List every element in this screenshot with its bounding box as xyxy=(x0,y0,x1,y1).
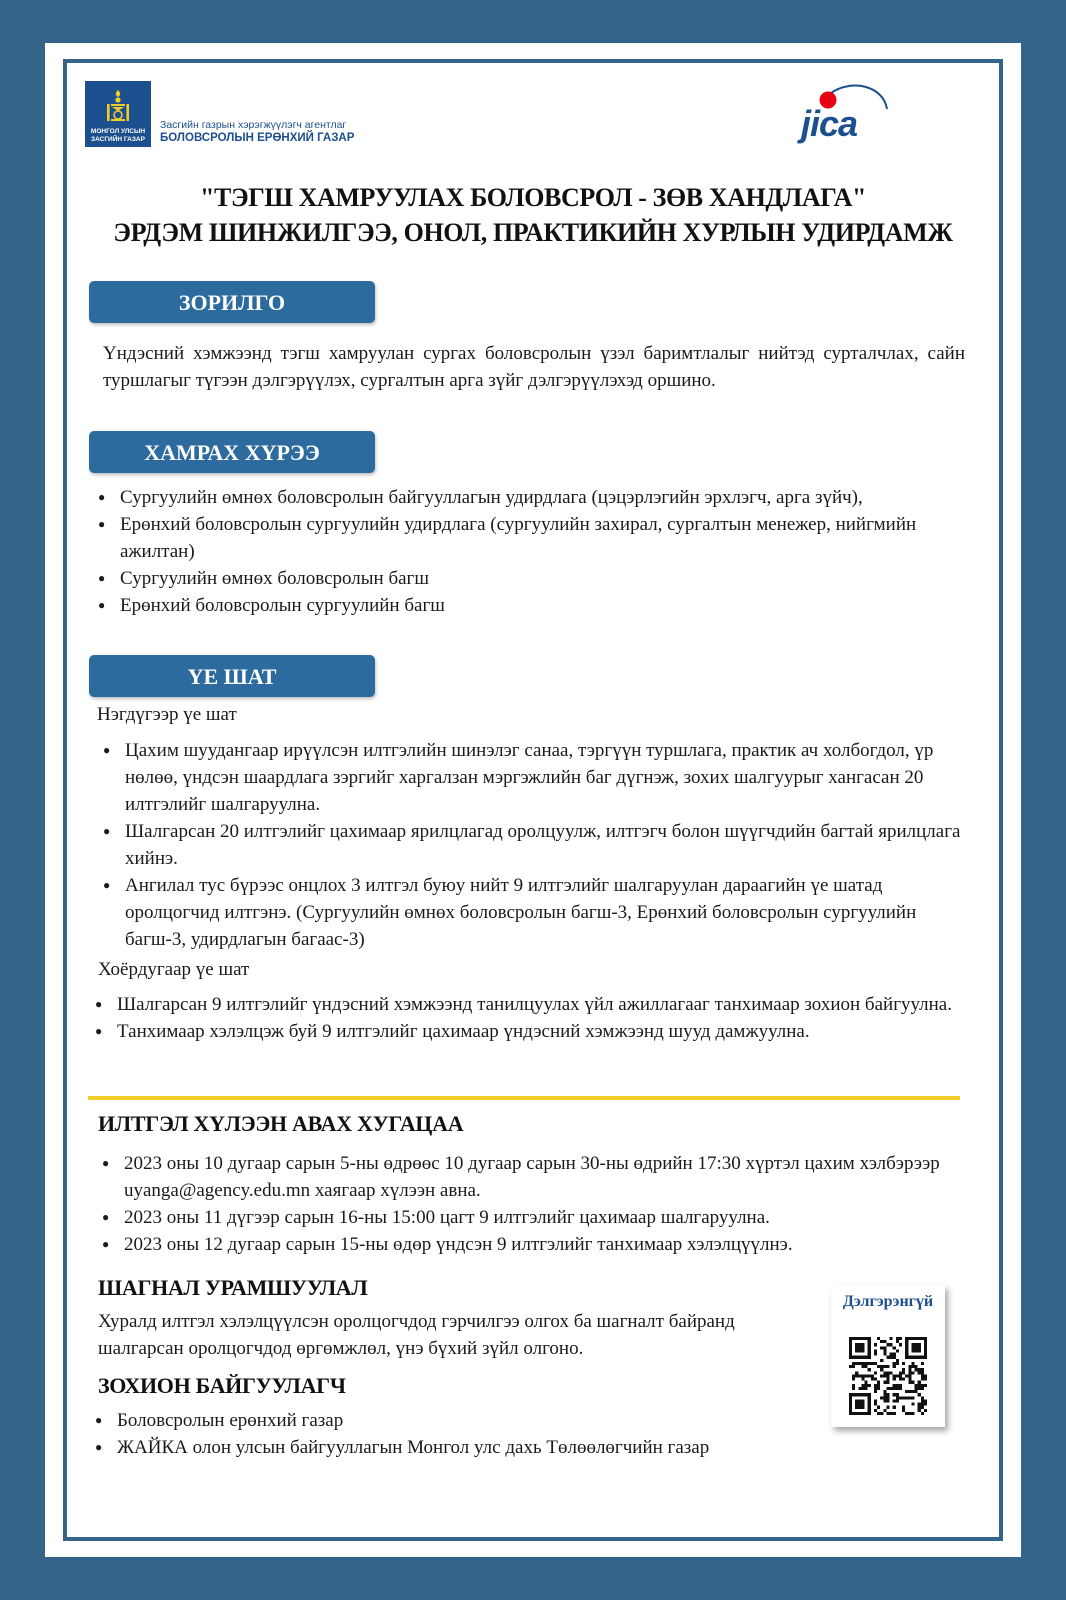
document-title-line-1: "ТЭГШ ХАМРУУЛАХ БОЛОВСРОЛ - ЗӨВ ХАНДЛАГА" xyxy=(200,183,866,212)
awards-heading: ШАГНАЛ УРАМШУУЛАЛ xyxy=(98,1275,368,1300)
goal-heading: ЗОРИЛГО xyxy=(89,281,375,323)
stage-1-list xyxy=(103,737,963,953)
awards-text: Хуралд илтгэл хэлэлцүүлсэн оролцогчдод гэрчилгээ олгох ба шагналт байранд шалгарсан оролцогчдод өргөмжлөл, үнэ бүхий зүйл олгоно. xyxy=(98,1311,735,1359)
stages-heading: ҮЕ ШАТ xyxy=(89,655,375,697)
jica-wordmark: jica xyxy=(801,103,858,144)
list-item: ● Шалгарсан 9 илтгэлийг үндэсний хэмжээнд танилцуулах үйл ажиллагааг танхимаар зохион байгуулна. xyxy=(95,991,975,1018)
qr-label: Дэлгэрэнгүй xyxy=(842,1293,934,1310)
list-item: ● Шалгарсан 20 илтгэлийг цахимаар ярилцлагад оролцуулж, илтгэгч болон шүүгчдийн багтай ярилцлага хийнэ. xyxy=(103,818,963,872)
list-item: ● 2023 оны 11 дүгээр сарын 16-ны 15:00 цагт 9 илтгэлийг цахимаар шалгаруулна. xyxy=(102,1204,962,1231)
poster xyxy=(45,43,1021,1557)
list-item: ● 2023 оны 10 дугаар сарын 5-ны өдрөөс 10 дугаар сарын 30-ны өдрийн 17:30 хүртэл цахим хэлбэрээр uyanga@agency.edu.mn хаягаар хүлээн авна. xyxy=(102,1150,962,1204)
scope-list xyxy=(98,484,958,619)
list-item: ● Боловсролын ерөнхий газар xyxy=(95,1407,785,1434)
list-item: ● 2023 оны 12 дугаар сарын 15-ны өдөр үндсэн 9 илтгэлийг танхимаар хэлэлцүүлнэ. xyxy=(102,1231,962,1258)
soyombo-emblem-icon xyxy=(103,89,133,123)
list-item: ● Цахим шуудангаар ирүүлсэн илтгэлийн шинэлэг санаа, тэргүүн туршлага, практик ач холбогдол, үр нөлөө, үндсэн шаардлага зэргийг харгалзан мэргэжлийн баг дүгнэж, зохих шалгуурыг хангасан 20 илтгэлийг шалгаруулна. xyxy=(103,737,963,818)
goal-text: Үндэсний хэмжээнд тэгш хамруулан сургах боловсролын үзэл баримтлалыг нийтэд сурталчлах, сайн туршлагыг түгээн дэлгэрүүлэх, сургалтын арга зүйг дэлгэрүүлэхэд оршино. xyxy=(103,343,965,391)
scope-heading: ХАМРАХ ХҮРЭЭ xyxy=(89,431,375,473)
list-item: ● Сургуулийн өмнөх боловсролын багш xyxy=(98,565,958,592)
organizer-list xyxy=(95,1407,785,1461)
deadline-list xyxy=(102,1150,962,1258)
agency-subtitle: Засгийн газрын хэрэгжүүлэгч агентлаг xyxy=(160,119,347,131)
list-item: ● ЖАЙКА олон улсын байгууллагын Монгол улс дахь Төлөөлөгчийн газар xyxy=(95,1434,785,1461)
qr-code-icon[interactable] xyxy=(849,1337,927,1415)
qr-card[interactable] xyxy=(831,1285,945,1427)
document-title-line-2: ЭРДЭМ ШИНЖИЛГЭЭ, ОНОЛ, ПРАКТИКИЙН ХУРЛЫН УДИРДАМЖ xyxy=(113,218,953,247)
deadline-heading: ИЛТГЭЛ ХҮЛЭЭН АВАХ ХУГАЦАА xyxy=(98,1111,464,1136)
logo-text-line-2: ЗАСГИЙН ГАЗАР xyxy=(91,136,145,143)
organizer-heading: ЗОХИОН БАЙГУУЛАГЧ xyxy=(98,1373,346,1398)
jica-logo-text xyxy=(801,103,857,145)
list-item: ● Ерөнхий боловсролын сургуулийн багш xyxy=(98,592,958,619)
stage-1-label: Нэгдүгээр үе шат xyxy=(97,704,237,725)
list-item: ● Танхимаар хэлэлцэж буй 9 илтгэлийг цахимаар үндэсний хэмжээнд шууд дамжуулна. xyxy=(95,1018,975,1045)
agency-title: БОЛОВСРОЛЫН ЕРӨНХИЙ ГАЗАР xyxy=(160,132,355,144)
section-divider xyxy=(88,1096,960,1100)
agency-name xyxy=(160,119,354,144)
list-item: ● Ангилал тус бүрээс онцлох 3 илтгэл буюу нийт 9 илтгэлийг шалгаруулан дараагийн үе шатад оролцогчид илтгэнэ. (Сургуулийн өмнөх боловсролын багш-3, Ерөнхий боловсролын сургуулийн багш-3, удирдлагын багаас-3) xyxy=(103,872,963,953)
stage-2-label: Хоёрдугаар үе шат xyxy=(98,959,250,980)
list-item: ● Сургуулийн өмнөх боловсролын байгууллагын удирдлага (цэцэрлэгийн эрхлэгч, арга зүйч), xyxy=(98,484,958,511)
stage-2-list xyxy=(95,991,975,1045)
government-logo xyxy=(85,81,151,147)
logo-text-line-1: МОНГОЛ УЛСЫН xyxy=(90,128,146,135)
list-item: ● Ерөнхий боловсролын сургуулийн удирдлага (сургуулийн захирал, сургалтын менежер, нийгмийн ажилтан) xyxy=(98,511,958,565)
